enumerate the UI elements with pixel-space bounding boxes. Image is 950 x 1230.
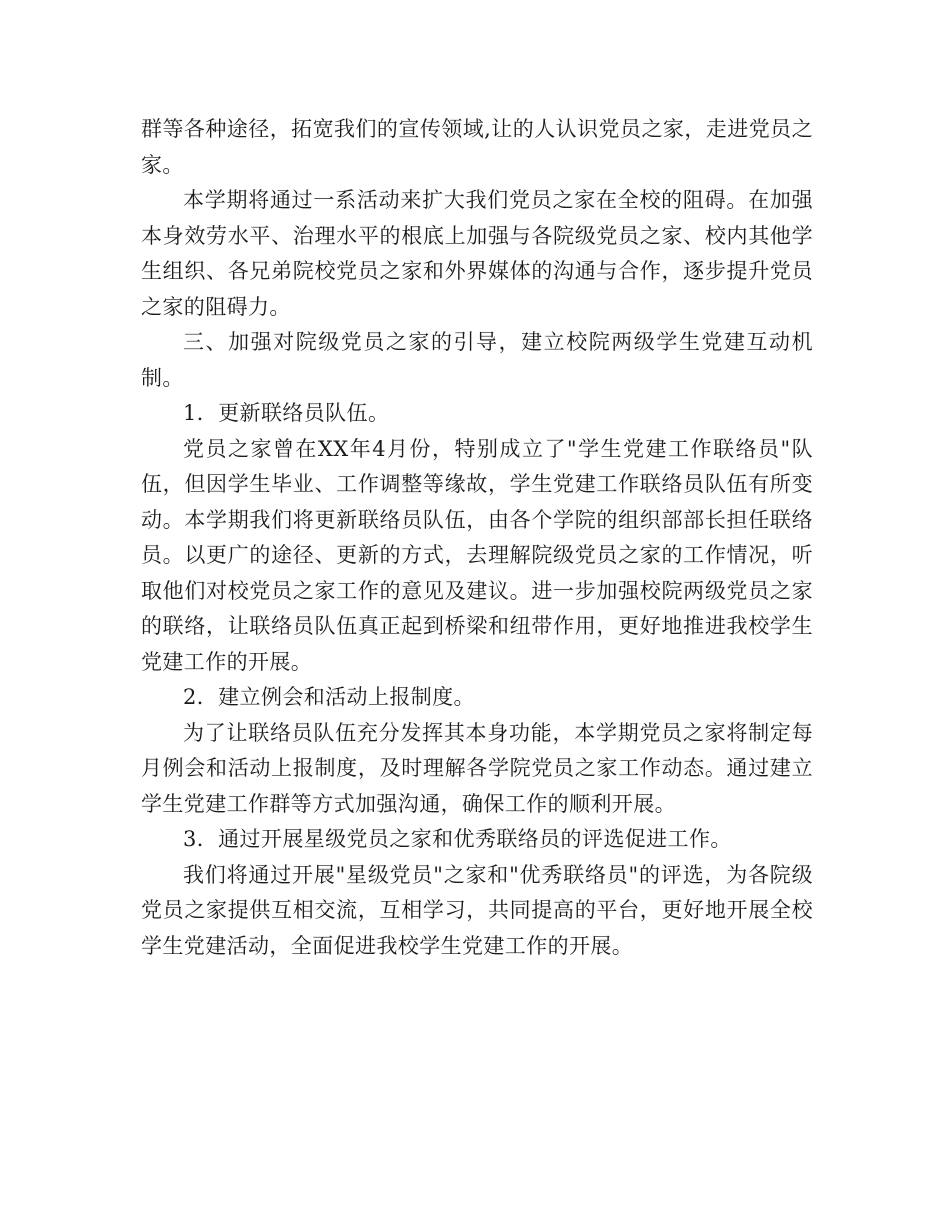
paragraph-liaison-team: 党员之家曾在XX年4月份，特别成立了"学生党建工作联络员"队伍，但因学生毕业、工作调整等缘故，学生党建工作联络员队伍有所变动。本学期我们将更新联络员队伍，由各个学院的组织部部长担任联络员。以更广的途径、更新的方式，去理解院级党员之家的工作情况，听取他们对校党员之家工作的意见及建议。进一步加强校院两级党员之家的联络，让联络员队伍真正起到桥梁和纽带作用，更好地推进我校学生党建工作的开展。 bbox=[141, 436, 813, 674]
document-body bbox=[141, 112, 813, 964]
item-heading-three: 3．通过开展星级党员之家和优秀联络员的评选促进工作。 bbox=[183, 827, 732, 851]
paragraph-continuation: 群等各种途径，拓宽我们的宣传领域,让的人认识党员之家，走进党员之家。 bbox=[141, 117, 813, 177]
section-heading-three: 三、加强对院级党员之家的引导，建立校院两级学生党建互动机制。 bbox=[141, 330, 813, 390]
paragraph-star-selection: 我们将通过开展"星级党员"之家和"优秀联络员"的评选，为各院级党员之家提供互相交流，互相学习，共同提高的平台，更好地开展全校学生党建活动，全面促进我校学生党建工作的开展。 bbox=[141, 862, 813, 958]
paragraph-influence: 本学期将通过一系活动来扩大我们党员之家在全校的阻碍。在加强本身效劳水平、治理水平的根底上加强与各院级党员之家、校内其他学生组织、各兄弟院校党员之家和外界媒体的沟通与合作，逐步提升党员之家的阻碍力。 bbox=[141, 188, 813, 319]
item-heading-one: 1．更新联络员队伍。 bbox=[183, 401, 390, 425]
item-heading-two: 2．建立例会和活动上报制度。 bbox=[183, 685, 475, 709]
paragraph-meeting-system: 为了让联络员队伍充分发挥其本身功能，本学期党员之家将制定每月例会和活动上报制度，及时理解各学院党员之家工作动态。通过建立学生党建工作群等方式加强沟通，确保工作的顺利开展。 bbox=[141, 720, 813, 816]
